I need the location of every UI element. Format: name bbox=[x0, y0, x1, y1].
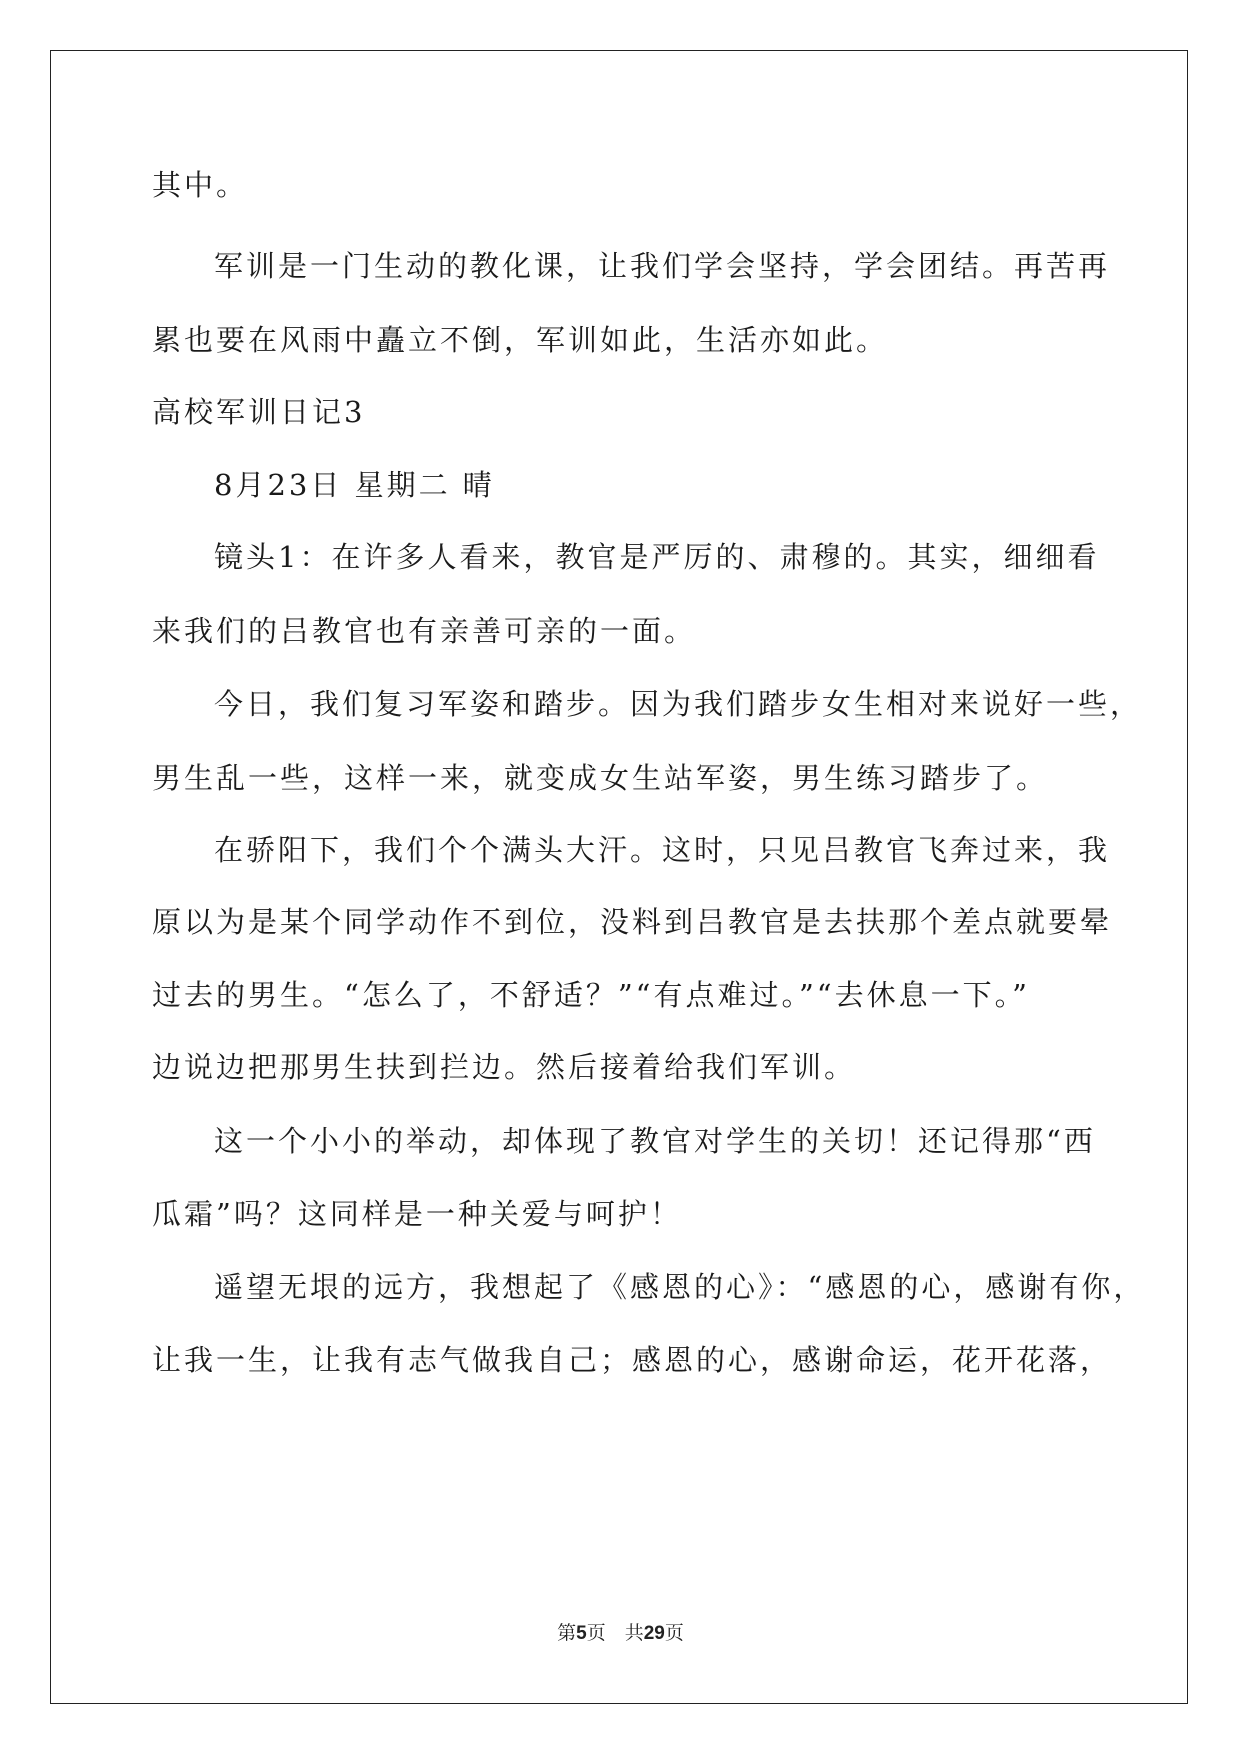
paragraph-line: 累也要在风雨中矗立不倒，军训如此，生活亦如此。 bbox=[152, 323, 889, 357]
paragraph-line: 今日，我们复习军姿和踏步。因为我们踏步女生相对来说好一些， bbox=[214, 687, 1143, 721]
paragraph-line: 让我一生，让我有志气做我自己；感恩的心，感谢命运，花开花落， bbox=[152, 1343, 1113, 1377]
page-footer bbox=[0, 1618, 1241, 1645]
total-page-count: 29 bbox=[643, 1623, 665, 1644]
paragraph-line: 来我们的吕教官也有亲善可亲的一面。 bbox=[152, 614, 697, 648]
footer-prefix: 第 bbox=[557, 1622, 577, 1644]
paragraph-line: 在骄阳下，我们个个满头大汗。这时，只见吕教官飞奔过来，我 bbox=[214, 833, 1111, 867]
paragraph-line: 男生乱一些，这样一来，就变成女生站军姿，男生练习踏步了。 bbox=[152, 761, 1049, 795]
paragraph-line: 瓜霜”吗？这同样是一种关爱与呵护！ bbox=[152, 1197, 682, 1231]
paragraph-line: 边说边把那男生扶到拦边。然后接着给我们军训。 bbox=[152, 1050, 857, 1084]
footer-mid: 页 共 bbox=[586, 1622, 644, 1644]
paragraph-line: 军训是一门生动的教化课，让我们学会坚持，学会团结。再苦再 bbox=[214, 249, 1111, 283]
paragraph-line: 原以为是某个同学动作不到位，没料到吕教官是去扶那个差点就要晕 bbox=[152, 905, 1113, 939]
paragraph-line: 遥望无垠的远方，我想起了《感恩的心》：“感恩的心，感谢有你， bbox=[214, 1270, 1146, 1304]
section-heading: 高校军训日记3 bbox=[152, 395, 366, 429]
diary-date-line: 8月23日 星期二 晴 bbox=[214, 468, 495, 502]
page-border bbox=[50, 50, 1188, 1704]
paragraph-line: 这一个小小的举动，却体现了教官对学生的关切！还记得那“西 bbox=[214, 1124, 1096, 1158]
current-page-number: 5 bbox=[576, 1623, 587, 1644]
footer-suffix: 页 bbox=[664, 1622, 684, 1644]
paragraph-line: 其中。 bbox=[152, 168, 249, 202]
paragraph-line: 过去的男生。“怎么了，不舒适？”“有点难过。”“去休息一下。” bbox=[152, 978, 1030, 1012]
paragraph-line: 镜头1：在许多人看来，教官是严厉的、肃穆的。其实，细细看 bbox=[214, 540, 1100, 574]
